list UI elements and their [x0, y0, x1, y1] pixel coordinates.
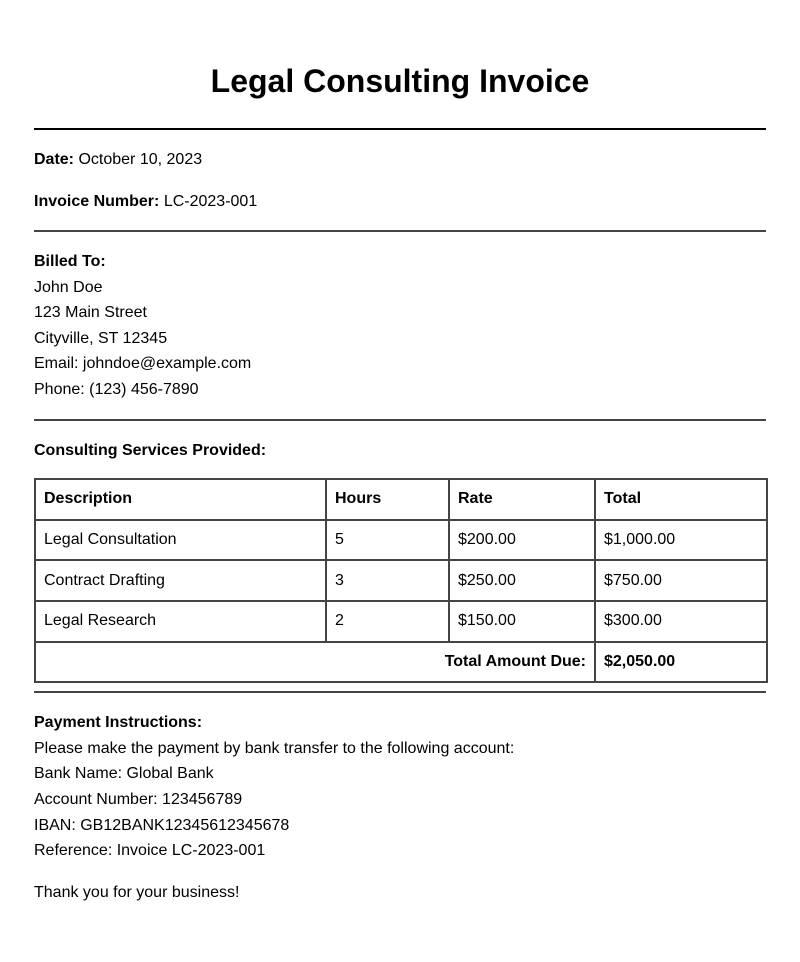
- invoice-number-value: LC-2023-001: [163, 193, 258, 210]
- billed-to-phone: Phone: (123) 456-7890: [34, 380, 199, 398]
- billed-to-heading: Billed To:: [34, 253, 106, 270]
- closing-message: Thank you for your business!: [34, 883, 240, 901]
- billed-to-section: [34, 249, 766, 403]
- cell-rate: $250.00: [449, 560, 595, 601]
- title-divider: [34, 128, 766, 130]
- table-divider: [34, 691, 766, 693]
- payment-heading: Payment Instructions:: [34, 714, 203, 732]
- column-header-hours: Hours: [326, 479, 449, 520]
- cell-hours: 5: [326, 520, 449, 561]
- invoice-page: [34, 0, 766, 905]
- date-label: Date:: [34, 151, 75, 168]
- payment-account-number: Account Number: 123456789: [34, 790, 243, 808]
- payment-section: [34, 710, 766, 864]
- cell-total: $1,000.00: [595, 520, 767, 561]
- cell-total: $750.00: [595, 560, 767, 601]
- column-header-rate: Rate: [449, 479, 595, 520]
- cell-description: Legal Research: [35, 601, 326, 642]
- cell-description: Legal Consultation: [35, 520, 326, 561]
- table-row: [35, 520, 767, 561]
- billed-to-street: 123 Main Street: [34, 304, 147, 322]
- meta-divider: [34, 230, 766, 232]
- cell-hours: 3: [326, 560, 449, 601]
- payment-iban: IBAN: GB12BANK12345612345678: [34, 816, 290, 834]
- payment-bank-name: Bank Name: Global Bank: [34, 765, 214, 783]
- cell-total: $300.00: [595, 601, 767, 642]
- column-header-description: Description: [35, 479, 326, 520]
- total-row: [35, 642, 767, 683]
- cell-rate: $200.00: [449, 520, 595, 561]
- date-value: October 10, 2023: [78, 151, 203, 168]
- invoice-number: [34, 192, 766, 212]
- table-row: [35, 560, 767, 601]
- total-amount-value: $2,050.00: [595, 642, 767, 683]
- table-header-row: [35, 479, 767, 520]
- cell-rate: $150.00: [449, 601, 595, 642]
- services-table: [34, 478, 768, 683]
- billed-divider: [34, 419, 766, 421]
- payment-instruction: Please make the payment by bank transfer to the following account:: [34, 739, 515, 757]
- table-row: [35, 601, 767, 642]
- invoice-number-label: Invoice Number:: [34, 193, 160, 210]
- total-amount-label: Total Amount Due:: [35, 642, 595, 683]
- invoice-title: Legal Consulting Invoice: [210, 63, 590, 99]
- billed-to-city: Cityville, ST 12345: [34, 329, 168, 347]
- cell-hours: 2: [326, 601, 449, 642]
- cell-description: Contract Drafting: [35, 560, 326, 601]
- column-header-total: Total: [595, 479, 767, 520]
- invoice-date: [34, 150, 766, 170]
- services-heading: Consulting Services Provided:: [34, 441, 267, 459]
- billed-to-email: Email: johndoe@example.com: [34, 355, 252, 373]
- billed-to-name: John Doe: [34, 278, 103, 296]
- payment-reference: Reference: Invoice LC-2023-001: [34, 842, 266, 860]
